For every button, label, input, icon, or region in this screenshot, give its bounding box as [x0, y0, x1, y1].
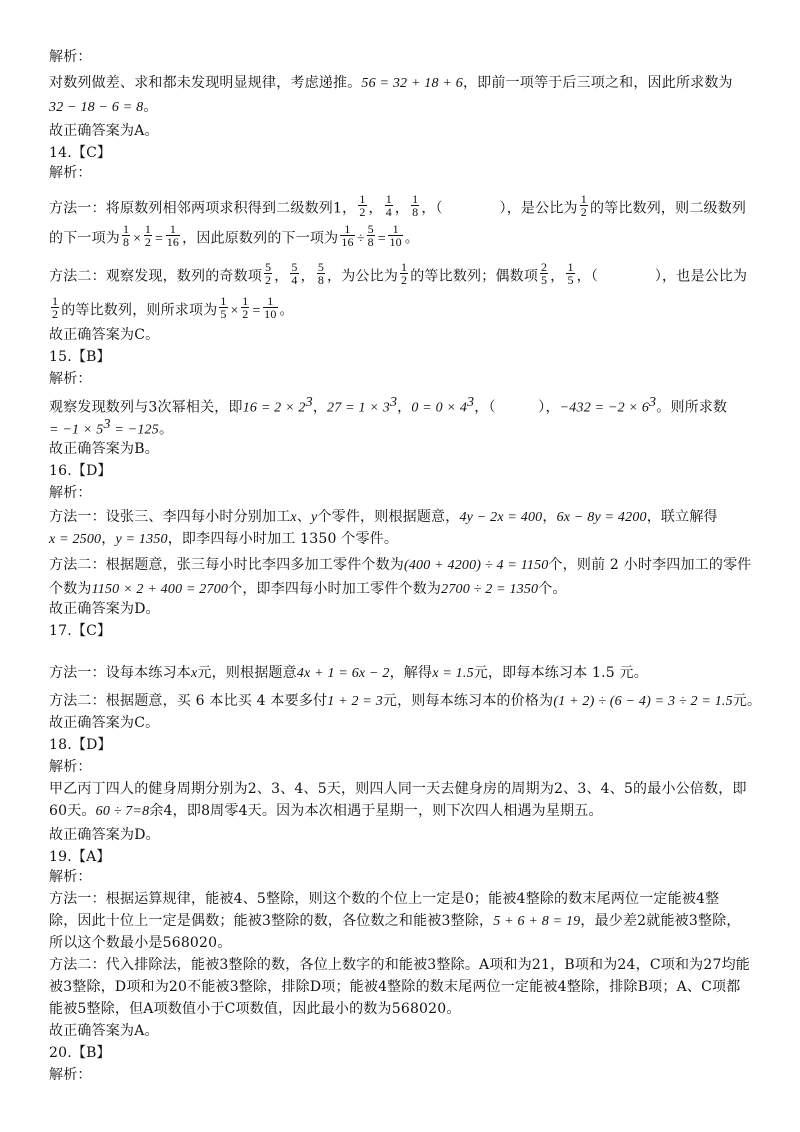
answer-line: 故正确答案为D。 [49, 601, 160, 617]
fraction: $\frac{1}{2}$ [242, 294, 249, 321]
text-line: 方法一：根据运算规律，能被4、5整除，则这个数的个位上一定是0；能被4整除的数末尾两位一定能被4整 [49, 891, 720, 907]
text-line: 被3整除，D项和为20不能被3整除，排除D项；能被4整除的数末尾两位一定能被4整除，排除B项；A、C项都 [49, 979, 741, 995]
fraction: $\frac{1}{2}$ [359, 192, 366, 219]
analysis-heading: 解析： [49, 485, 92, 501]
fraction: $\frac{1}{16}$ [341, 222, 354, 249]
text-line: x = 2500，y = 1350，即李四每小时加工 1350 个零件。 [49, 531, 399, 547]
fraction: $\frac{1}{8}$ [412, 192, 419, 219]
text-line: 方法一：将原数列相邻两项求积得到二级数列1， $\frac{1}{2}$ ， $\frac{1}{4}$ ， $\frac{1}{8}$ ，（ ），是公比为 $\frac{1}{2}$ 的等比数列，则二级数列 [49, 192, 747, 219]
question-number: 15.【B】 [49, 349, 111, 365]
fraction: $\frac{1}{10}$ [389, 222, 402, 249]
answer-line: 故正确答案为A。 [49, 1023, 159, 1039]
text-line: 对数列做差、求和都未发现明显规律，考虑递推。56 = 32 + 18 + 6，即前一项等于后三项之和，因此所求数为 [49, 75, 733, 91]
text-line: 观察发现数列与3次幂相关，即$16 = 2 \times 2^3$，$27 = 1 \times 3^3$，$0 = 0 \times 4^3$，（ ），$-432 = -2 \times 6^3$。则所求数 [49, 395, 728, 416]
question-number: 20.【B】 [49, 1045, 111, 1061]
text-line: 的下一项为 $\frac{1}{8}$ × $\frac{1}{2}$ = $\frac{1}{16}$ ，因此原数列的下一项为 $\frac{1}{16}$ ÷ $\frac{5}{8}$ = $\frac{1}{10}$ 。 [49, 222, 420, 249]
answer-line: 故正确答案为A。 [49, 123, 159, 139]
text-line: 能被5整除，但A项数值小于C项数值，因此最小的数为568020。 [49, 1001, 461, 1017]
fraction: $\frac{1}{2}$ [52, 294, 59, 321]
analysis-heading: 解析： [49, 165, 92, 181]
fraction: $\frac{5}{8}$ [367, 222, 374, 249]
analysis-heading: 解析： [49, 49, 92, 65]
question-number: 16.【D】 [49, 463, 112, 479]
formula: 56 = 32 + 18 + 6 [361, 76, 463, 91]
answer-line: 故正确答案为D。 [49, 827, 160, 843]
fraction: $\frac{1}{5}$ [220, 294, 227, 321]
text-line: $\frac{1}{2}$ 的等比数列，则所求项为 $\frac{1}{5}$ × $\frac{1}{2}$ = $\frac{1}{10}$ 。 [52, 294, 294, 321]
text-line: = $-1 \times 5^3 = -125$。 [49, 417, 174, 438]
fraction: $\frac{1}{16}$ [166, 222, 180, 249]
fraction: $\frac{1}{5}$ [567, 260, 574, 287]
fraction: $\frac{1}{10}$ [264, 294, 277, 321]
fraction: $\frac{1}{8}$ [123, 222, 130, 249]
text-line: 方法二：观察发现，数列的奇数项 $\frac{5}{2}$ ， $\frac{5}{4}$ ， $\frac{5}{8}$ ，为公比为 $\frac{1}{2}$ 的等比数列；偶数项 $\frac{2}{5}$ ， $\frac{1}{5}$ ，（ ），也是公比为 [49, 260, 748, 287]
text-line: 所以这个数最小是568020。 [49, 935, 232, 951]
question-number: 17.【C】 [49, 623, 112, 639]
analysis-heading: 解析： [49, 759, 92, 775]
fraction: $\frac{1}{2}$ [401, 260, 408, 287]
answer-line: 故正确答案为C。 [49, 715, 160, 731]
text-line: 60天。60 ÷ 7=8余4，即8周零4天。因为本次相遇于星期一，则下次四人相遇为星期五。 [49, 803, 603, 819]
text-line: 方法一：设张三、李四每小时分别加工x、y个零件，则根据题意，4y − 2x = 400，6x − 8y = 4200，联立解得 [49, 509, 718, 525]
formula: 32 − 18 − 6 = 8 [49, 100, 144, 115]
text-line: 除，因此十位上一定是偶数；能被3整除的数，各位数之和能被3整除，5 + 6 + 8 = 19，最少差2就能被3整除， [49, 913, 741, 929]
text-line: 32 − 18 − 6 = 8。 [49, 99, 158, 115]
fraction: $\frac{5}{2}$ [265, 260, 272, 287]
answer-line: 故正确答案为B。 [49, 441, 159, 457]
text-line: 方法二：代入排除法，能被3整除的数，各位上数字的和能被3整除。A项和为21，B项和为24，C项和为27均能 [49, 957, 750, 973]
question-number: 18.【D】 [49, 737, 112, 753]
text-line: 个数为1150 × 2 + 400 = 2700个，即李四每小时加工零件个数为2700 ÷ 2 = 1350个。 [49, 581, 567, 597]
fraction: $\frac{2}{5}$ [541, 260, 548, 287]
answer-line: 故正确答案为C。 [49, 327, 160, 343]
text-line: 甲乙丙丁四人的健身周期分别为2、3、4、5天，则四人同一天去健身房的周期为2、3、4、5的最小公倍数，即 [49, 781, 747, 797]
text-line: 方法一：设每本练习本x元，则根据题意4x + 1 = 6x − 2，解得x = 1.5元，即每本练习本 1.5 元。 [49, 665, 648, 681]
text-line: 方法二：根据题意，张三每小时比李四多加工零件个数为(400 + 4200) ÷ 4 = 1150个，则前 2 小时李四加工的零件 [49, 557, 752, 573]
fraction: $\frac{1}{2}$ [580, 192, 587, 219]
fraction: $\frac{1}{2}$ [144, 222, 152, 249]
question-number: 14.【C】 [49, 145, 112, 161]
analysis-heading: 解析： [49, 371, 92, 387]
text-line: 方法二：根据题意，买 6 本比买 4 本要多付1 + 2 = 3元，则每本练习本的价格为(1 + 2) ÷ (6 − 4) = 3 ÷ 2 = 1.5元。 [49, 693, 762, 709]
analysis-heading: 解析： [49, 1067, 92, 1083]
fraction: $\frac{5}{4}$ [291, 260, 298, 287]
analysis-heading: 解析： [49, 869, 92, 885]
fraction: $\frac{1}{4}$ [385, 192, 392, 219]
fraction: $\frac{5}{8}$ [317, 260, 325, 287]
question-number: 19.【A】 [49, 849, 111, 865]
